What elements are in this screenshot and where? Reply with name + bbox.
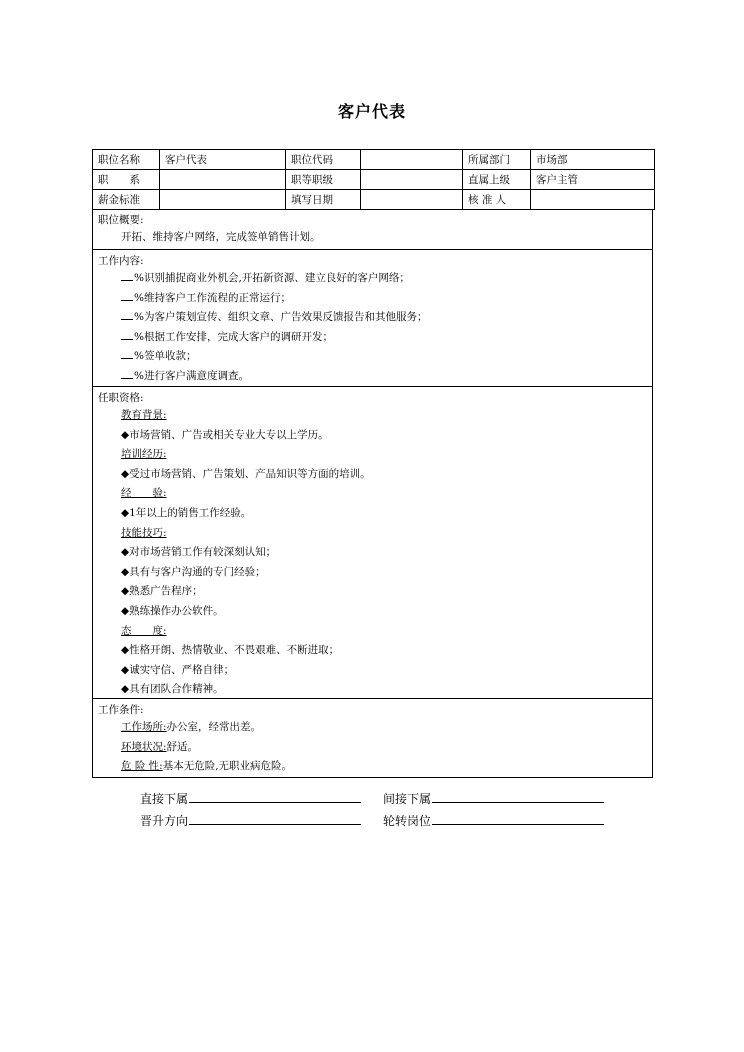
list-item: %识别捕捉商业外机会,开拓新资源、建立良好的客户网络； — [98, 269, 652, 289]
list-item: ◆熟悉广告程序； — [121, 585, 203, 598]
rotation-field — [383, 810, 604, 830]
list-item: ◆熟练操作办公软件。 — [121, 604, 224, 617]
rotation-label: 轮转岗位 — [383, 814, 432, 828]
qualification-label: 任职资格: — [98, 392, 144, 404]
training-heading: 培训经历: — [121, 448, 167, 461]
position-name-label: 职位名称 — [93, 150, 160, 170]
direct-subordinate-label: 直接下属 — [140, 792, 189, 806]
conditions-label: 工作条件: — [98, 704, 144, 716]
environment-line: 环境状况:舒适。 — [121, 740, 199, 753]
overview-text: 开拓、维持客户网络，完成签单销售计划。 — [121, 231, 321, 243]
list-item: ◆诚实守信、严格自律； — [121, 663, 235, 676]
list-item: ◆性格开朗、热情敬业、不畏艰难、不断进取； — [121, 644, 340, 657]
job-family-label: 职 系 — [93, 170, 160, 190]
indirect-subordinate-label: 间接下属 — [383, 792, 432, 806]
list-item: ◆具有团队合作精神。 — [121, 683, 224, 696]
skills-heading: 技能技巧: — [121, 526, 167, 539]
work-section — [92, 250, 653, 387]
grade-value — [361, 170, 463, 190]
overview-label: 职位概要: — [98, 214, 144, 226]
position-name-value: 客户代表 — [160, 150, 286, 170]
position-info-table — [92, 149, 655, 210]
position-code-label: 职位代码 — [286, 150, 361, 170]
table-row — [93, 150, 655, 170]
approver-value — [531, 190, 655, 210]
page-title: 客户代表 — [337, 102, 406, 121]
department-value: 市场部 — [531, 150, 655, 170]
list-item: %为客户策划宣传、组织文章、广告效果反馈报告和其他服务； — [98, 308, 652, 328]
grade-label: 职等职级 — [286, 170, 361, 190]
list-item: %签单收款； — [98, 347, 652, 367]
qualification-section — [92, 387, 653, 699]
direct-subordinate-line — [189, 788, 361, 803]
list-item: ◆1年以上的销售工作经验。 — [121, 506, 252, 519]
supervisor-value: 客户主管 — [531, 170, 655, 190]
conditions-section — [92, 699, 653, 778]
promotion-label: 晋升方向 — [140, 814, 189, 828]
percent-blank — [121, 367, 133, 379]
percent-blank — [121, 269, 133, 281]
supervisor-label: 直属上级 — [463, 170, 531, 190]
fill-date-label: 填写日期 — [286, 190, 361, 210]
table-row — [93, 170, 655, 190]
list-item: %根据工作安排，完成大客户的调研开发； — [98, 328, 652, 348]
list-item: ◆受过市场营销、广告策划、产品知识等方面的培训。 — [121, 467, 371, 480]
list-item: ◆对市场营销工作有较深刻认知； — [121, 546, 277, 559]
fill-date-value — [361, 190, 463, 210]
experience-heading: 经 验: — [121, 487, 167, 500]
rotation-line — [432, 810, 604, 825]
indirect-subordinate-field — [383, 788, 604, 808]
salary-label: 薪金标准 — [93, 190, 160, 210]
education-heading: 教育背景: — [121, 409, 167, 421]
promotion-field — [140, 810, 361, 830]
workplace-line: 工作场所:办公室，经常出差。 — [121, 721, 262, 733]
percent-blank — [121, 347, 133, 359]
overview-section — [92, 209, 653, 250]
attitude-heading: 态 度: — [121, 624, 167, 637]
list-item: ◆具有与客户沟通的专门经验； — [121, 565, 266, 578]
risk-line: 危 险 性:基本无危险,无职业病危险。 — [121, 760, 293, 773]
list-item: %维持客户工作流程的正常运行； — [98, 289, 652, 309]
work-label: 工作内容: — [98, 255, 144, 267]
percent-blank — [121, 328, 133, 340]
percent-blank — [121, 308, 133, 320]
indirect-subordinate-line — [432, 788, 604, 803]
promotion-line — [189, 810, 361, 825]
list-item: %进行客户满意度调查。 — [98, 367, 652, 387]
position-code-value — [361, 150, 463, 170]
table-row — [93, 190, 655, 210]
salary-value — [160, 190, 286, 210]
approver-label: 核 准 人 — [463, 190, 531, 210]
list-item: ◆市场营销、广告或相关专业大专以上学历。 — [121, 428, 329, 441]
job-family-value — [160, 170, 286, 190]
percent-blank — [121, 289, 133, 301]
direct-subordinate-field — [140, 788, 361, 808]
department-label: 所属部门 — [463, 150, 531, 170]
